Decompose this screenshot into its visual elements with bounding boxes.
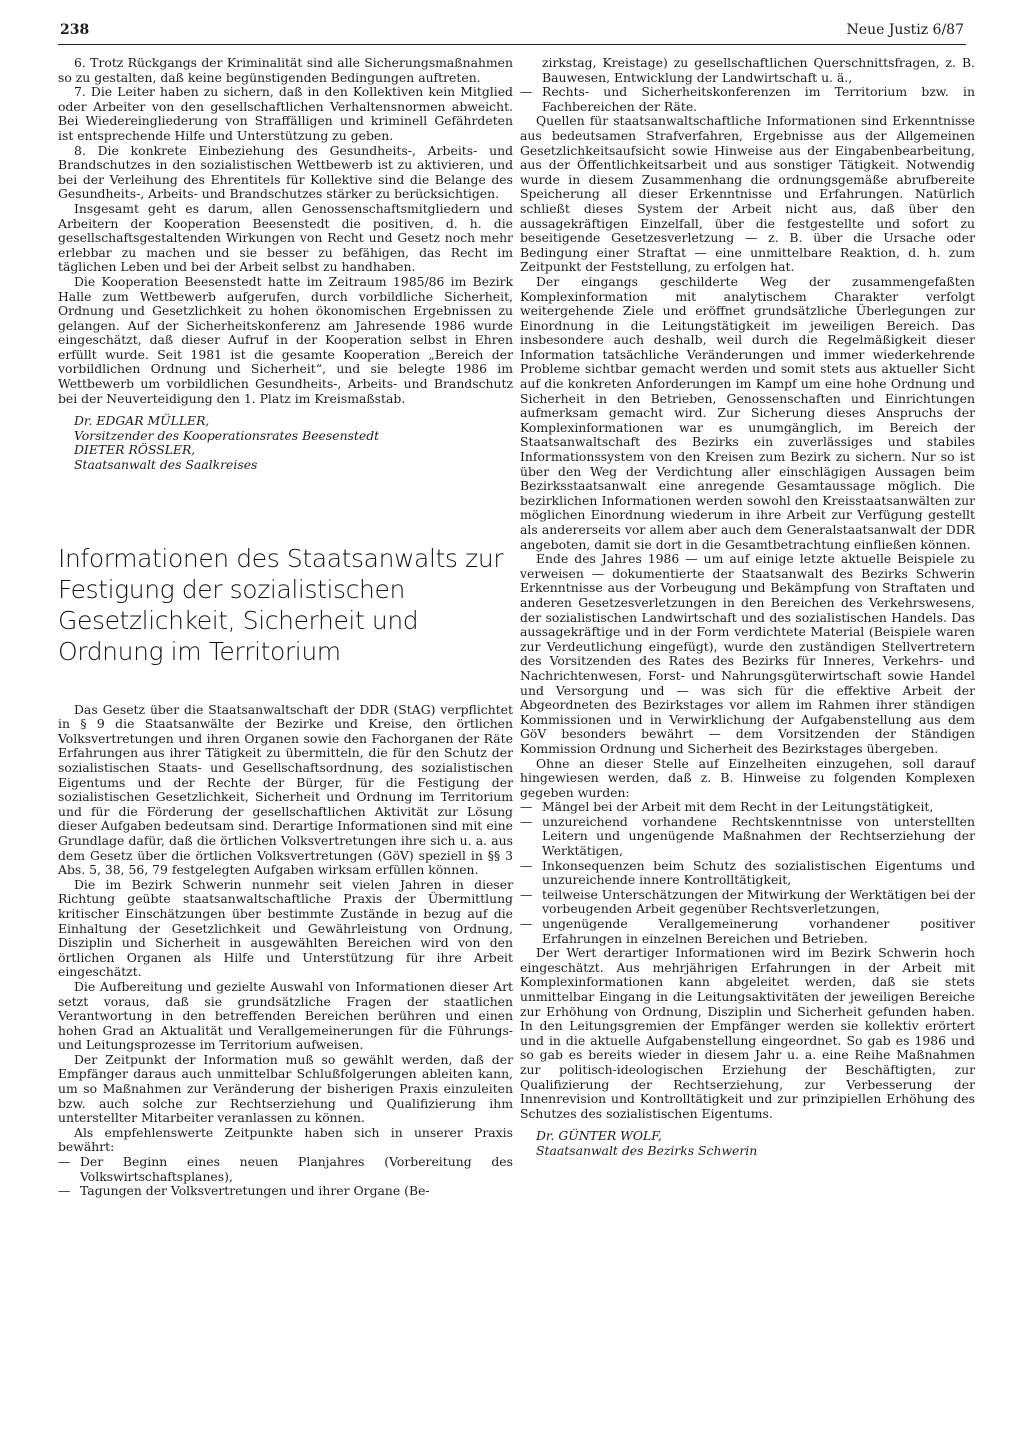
author-role: Staatsanwalt des Bezirks Schwerin xyxy=(536,1142,758,1158)
list-item: — Inkonsequenzen beim Schutz des sozialistischen Eigentums und unzureichende innere Kontrolltätigkeit, xyxy=(520,859,975,888)
list-item: — Der Beginn eines neuen Planjahres (Vorbereitung des Volkswirtschaftsplanes), xyxy=(58,1155,513,1184)
paragraph: Das Gesetz über die Staatsanwaltschaft der DDR (StAG) verpflichtet in § 9 die Staatsanwälte der Bezirke und Kreise, den örtlichen Volksvertretungen und ihren Organen sowie den Fachorganen der Räte Erfahrungen aus ihrer Tätigkeit zu übermitteln, die für den Schutz der sozialistischen Staats- und Gesellschaftsordnung, des sozialistischen Eigentums und der Rechte der Bürger, für die Festigung der sozialistischen Gesetzlichkeit, Sicherheit und Ordnung im Territorium und für die Förderung der gesellschaftlichen Aktivität zur Lösung dieser Aufgaben bedeutsam sind. Derartige Informationen sind mit eine Grundlage dafür, daß die örtlichen Volksvertretungen ihre sich u. a. aus dem Gesetz über die örtlichen Volksvertretungen (GöV) speziell in §§ 3 Abs. 5, 38, 56, 79 festgelegten Aufgaben wirksam erfüllen können. xyxy=(58,701,513,878)
list-item: — ungenügende Verallgemeinerung vorhandener positiver Erfahrungen in einzelnen Bereichen und Betrieben. xyxy=(520,917,975,946)
author-role: Vorsitzender des Kooperationsrates Beesenstedt xyxy=(74,427,380,443)
author-name: Dr. GÜNTER WOLF, xyxy=(536,1128,662,1144)
paragraph: Die im Bezirk Schwerin nunmehr seit vielen Jahren in dieser Richtung geübte staatsanwaltschaftliche Praxis der Übermittlung kritischer Einschätzungen über bestimmte Zustände in bezug auf die Einhaltung der Gesetzlichkeit und Gewährleistung von Ordnung, Disziplin und Sicherheit in ausgewählten Bereichen wird von den örtlichen Organen als Hilfe und Unterstützung für ihre Arbeit eingeschätzt. xyxy=(58,876,513,980)
author-role: Staatsanwalt des Saalkreises xyxy=(74,457,258,473)
bullet-list xyxy=(520,85,975,114)
list-item: — Tagungen der Volksvertretungen und ihrer Organe (Be- xyxy=(58,1184,513,1199)
author-name: DIETER RÖSSLER, xyxy=(74,442,196,458)
list-item: — Rechts- und Sicherheitskonferenzen im Territorium bzw. in Fachbereichen der Räte. xyxy=(520,85,975,114)
paragraph: Quellen für staatsanwaltschaftliche Informationen sind Erkenntnisse aus bedeutsamen Strafverfahren, Ergebnisse aus der Allgemeinen Gesetzlichkeitsaufsicht sowie Hinweise aus der Eingabenbearbeitung, aus der Öffentlichkeitsarbeit und aus sonstiger Tätigkeit. Notwendig wurde in diesem Zusammenhang die ordnungsgemäße abrufbereite Speicherung all dieser Erkenntnisse und Erfahrungen. Natürlich schließt dieses System der Arbeit nicht aus, daß über den aussagekräftigen Einzelfall, über die festgestellte und sofort zu beseitigende Gesetzesverletzung — z. B. über die Ursache oder Bedingung einer Straftat — eine unmittelbare Reaktion, d. h. zum Zeitpunkt der Feststellung, zu erfolgen hat. xyxy=(520,113,975,275)
left-column xyxy=(58,56,513,1199)
paragraph: Der eingangs geschilderte Weg der zusammengefaßten Komplexinformation mit analytischem Charakter verfolgt weitergehende Ziele und eröffnet grundsätzliche Überlegungen zur Einordnung in die Leitungstätigkeit im jeweiligen Bereich. Das insbesondere auch deshalb, weil durch die Regelmäßigkeit dieser Information tatsächliche Veränderungen und immer wiederkehrende Probleme sichtbar gemacht werden und somit stets aus aktueller Sicht auf die konkreten Anforderungen im Kampf um eine hohe Ordnung und Sicherheit in den Betrieben, Genossenschaften und Einrichtungen aufmerksam gemacht wird. Zur Sicherung dieses Anspruchs der Komplexinformationen war es unumgänglich, im Bereich der Staatsanwaltschaft des Bezirks ein zuverlässiges und stabiles Informationssystem von den Kreisen zum Bezirk zu sichern. Nur so ist über den Weg der Verdichtung aller einschlägigen Aussagen beim Bezirksstaatsanwalt eine anregende Gesamtaussage möglich. Die bezirklichen Informationen werden sowohl den Kreisstaatsanwälten zur möglichen Einordnung wiederum in ihre Arbeit zur Verfügung gestellt als andererseits vor allem aber auch dem Generalstaatsanwalt der DDR angeboten, damit sie dort in die Gesamtbetrachtung einfließen können. xyxy=(520,273,975,552)
bullet-list xyxy=(520,800,975,946)
list-item: — teilweise Unterschätzungen der Mitwirkung der Werktätigen bei der vorbeugenden Arbeit gegenüber Rechtsverletzungen, xyxy=(520,888,975,917)
paragraph: Die Aufbereitung und gezielte Auswahl von Informationen dieser Art setzt voraus, daß sie grundsätzliche Fragen der staatlichen Verantwortung in den betreffenden Bereichen berühren und einen hohen Grad an Aktualität und Verallgemeinerungen für die Führungs- und Leitungsprozesse im Territorium aufweisen. xyxy=(58,978,513,1053)
journal-issue: Neue Justiz 6/87 xyxy=(846,22,964,38)
paragraph: Ohne an dieser Stelle auf Einzelheiten einzugehen, soll darauf hingewiesen werden, daß z. B. Hinweise zu folgenden Komplexen gegeben wurden: xyxy=(520,755,975,800)
paragraph: Der Wert derartiger Informationen wird im Bezirk Schwerin hoch eingeschätzt. Aus mehrjährigen Erfahrungen in der Arbeit mit Komplexinformationen kann abgeleitet werden, daß sie stets unmittelbar Eingang in die Leitungsaktivitäten der jeweiligen Bereiche zur Erhöhung von Ordnung, Disziplin und Sicherheit gefunden haben. In den Leitungsgremien der Empfänger werden sie kollektiv erörtert und in die aktuelle Aufgabenstellung eingeordnet. So gab es 1986 und so gab es bereits wieder in diesem Jahr u. a. eine Reihe Maßnahmen zur politisch-ideologischen Erziehung der Beschäftigten, zur Qualifizierung der Rechtserziehung, zur Verbesserung der Innenrevision und Kontrolltätigkeit und zur prinzipiellen Erhöhung des Schutzes des sozialistischen Eigentums. xyxy=(520,945,975,1121)
signature-block xyxy=(520,1129,975,1158)
list-item: — Mängel bei der Arbeit mit dem Recht in der Leitungstätigkeit, xyxy=(520,800,975,815)
list-item-continuation: zirkstag, Kreistage) zu gesellschaftlichen Querschnittsfragen, z. B. Bauwesen, Entwicklung der Landwirtschaft u. ä., xyxy=(542,55,975,85)
right-column xyxy=(520,56,975,1159)
paragraph: Ende des Jahres 1986 — um auf einige letzte aktuelle Beispiele zu verweisen — dokumentierte der Staatsanwalt des Bezirks Schwerin Erkenntnisse aus der Vorbeugung und Bekämpfung von Straftaten und anderen Gesetzesverletzungen in den Bereichen des Verkehrswesens, der sozialistischen Landwirtschaft und des sozialistischen Handels. Das aussagekräftige und in der Form verdichtete Material (Beispiele waren zur Verdeutlichung eingefügt), wurde den zuständigen Stellvertretern des Vorsitzenden des Rates des Bezirks für Inneres, Verkehrs- und Nachrichtenwesen, Forst- und Nahrungsgüterwirtschaft sowie Handel und Versorgung und — was sich für die effektive Arbeit der Abgeordneten des Bezirkstages vor allem im Rahmen ihrer ständigen Kommissionen und in Verwirklichung der Aufgabenstellung aus dem GöV besonders bewährt — dem Vorsitzenden der Ständigen Kommission Ordnung und Sicherheit des Bezirkstages übergeben. xyxy=(520,551,975,756)
signature-block xyxy=(58,414,513,472)
paragraph: Die Kooperation Beesenstedt hatte im Zeitraum 1985/86 im Bezirk Halle zum Wettbewerb aufgerufen, durch vorbildliche Sicherheit, Ordnung und Gesetzlichkeit zu hohen ökonomischen Ergebnissen zu gelangen. Auf der Sicherheitskonferenz am Jahresende 1986 wurde eingeschätzt, daß dieser Aufruf in der Kooperation selbst in Ehren erfüllt wurde. Seit 1981 ist die gesamte Kooperation „Bereich der vorbildlichen Ordnung und Sicherheit“, und sie belegte 1986 im Wettbewerb um vorbildlichen Gesundheits-, Arbeits- und Brandschutz bei der Neuverteidigung den 1. Platz im Kreismaßstab. xyxy=(58,273,513,406)
page-number: 238 xyxy=(60,22,90,38)
paragraph: 7. Die Leiter haben zu sichern, daß in den Kollektiven kein Mitglied oder Arbeiter von den gesellschaftlichen Verhaltensnormen abweicht. Bei Wiedereingliederung von Straffälligen und kriminell Gefährdeten ist entsprechende Hilfe und Unterstützung zu geben. xyxy=(58,84,513,143)
list-item: — unzureichend vorhandene Rechtskenntnisse von unterstellten Leitern und ungenügende Maßnahmen der Rechtserziehung der Werktätigen, xyxy=(520,815,975,859)
paragraph: Als empfehlenswerte Zeitpunkte haben sich in unserer Praxis bewährt: xyxy=(58,1124,513,1155)
paragraph: 8. Die konkrete Einbeziehung des Gesundheits-, Arbeits- und Brandschutzes in den sozialistischen Wettbewerb ist zu aktivieren, und bei der Verleihung des Ehrentitels für Kollektive sind die Belange des Gesundheits-, Arbeits- und Brandschutzes stärker zu berücksichtigen. xyxy=(58,142,513,202)
paragraph: Insgesamt geht es darum, allen Genossenschaftsmitgliedern und Arbeitern der Kooperation Beesenstedt die positiven, d. h. die gesellschaftsgestaltenden Wirkungen von Recht und Gesetz noch mehr erlebbar zu machen und sie besser zu befähigen, das Recht im täglichen Leben und bei der Arbeit selbst zu handhaben. xyxy=(58,200,513,275)
paragraph: Der Zeitpunkt der Information muß so gewählt werden, daß der Empfänger daraus auch unmittelbar Schlußfolgerungen ableiten kann, um so Maßnahmen zur Veränderung der bisherigen Praxis einzuleiten bzw. auch solche zur Rechtserziehung und Qualifizierung ihm unterstellter Mitarbeiter veranlassen zu können. xyxy=(58,1051,513,1126)
running-header xyxy=(58,18,966,45)
article-title: Informationen des Staatsanwalts zur Festigung der sozialistischen Gesetzlichkeit, Sicherheit und Ordnung im Territorium xyxy=(58,543,504,666)
bullet-list xyxy=(58,1155,513,1199)
author-name: Dr. EDGAR MÜLLER, xyxy=(74,413,210,429)
paragraph: 6. Trotz Rückgangs der Kriminalität sind alle Sicherungsmaßnahmen so zu gestalten, daß keine begünstigenden Bedingungen auftreten. xyxy=(58,55,513,85)
